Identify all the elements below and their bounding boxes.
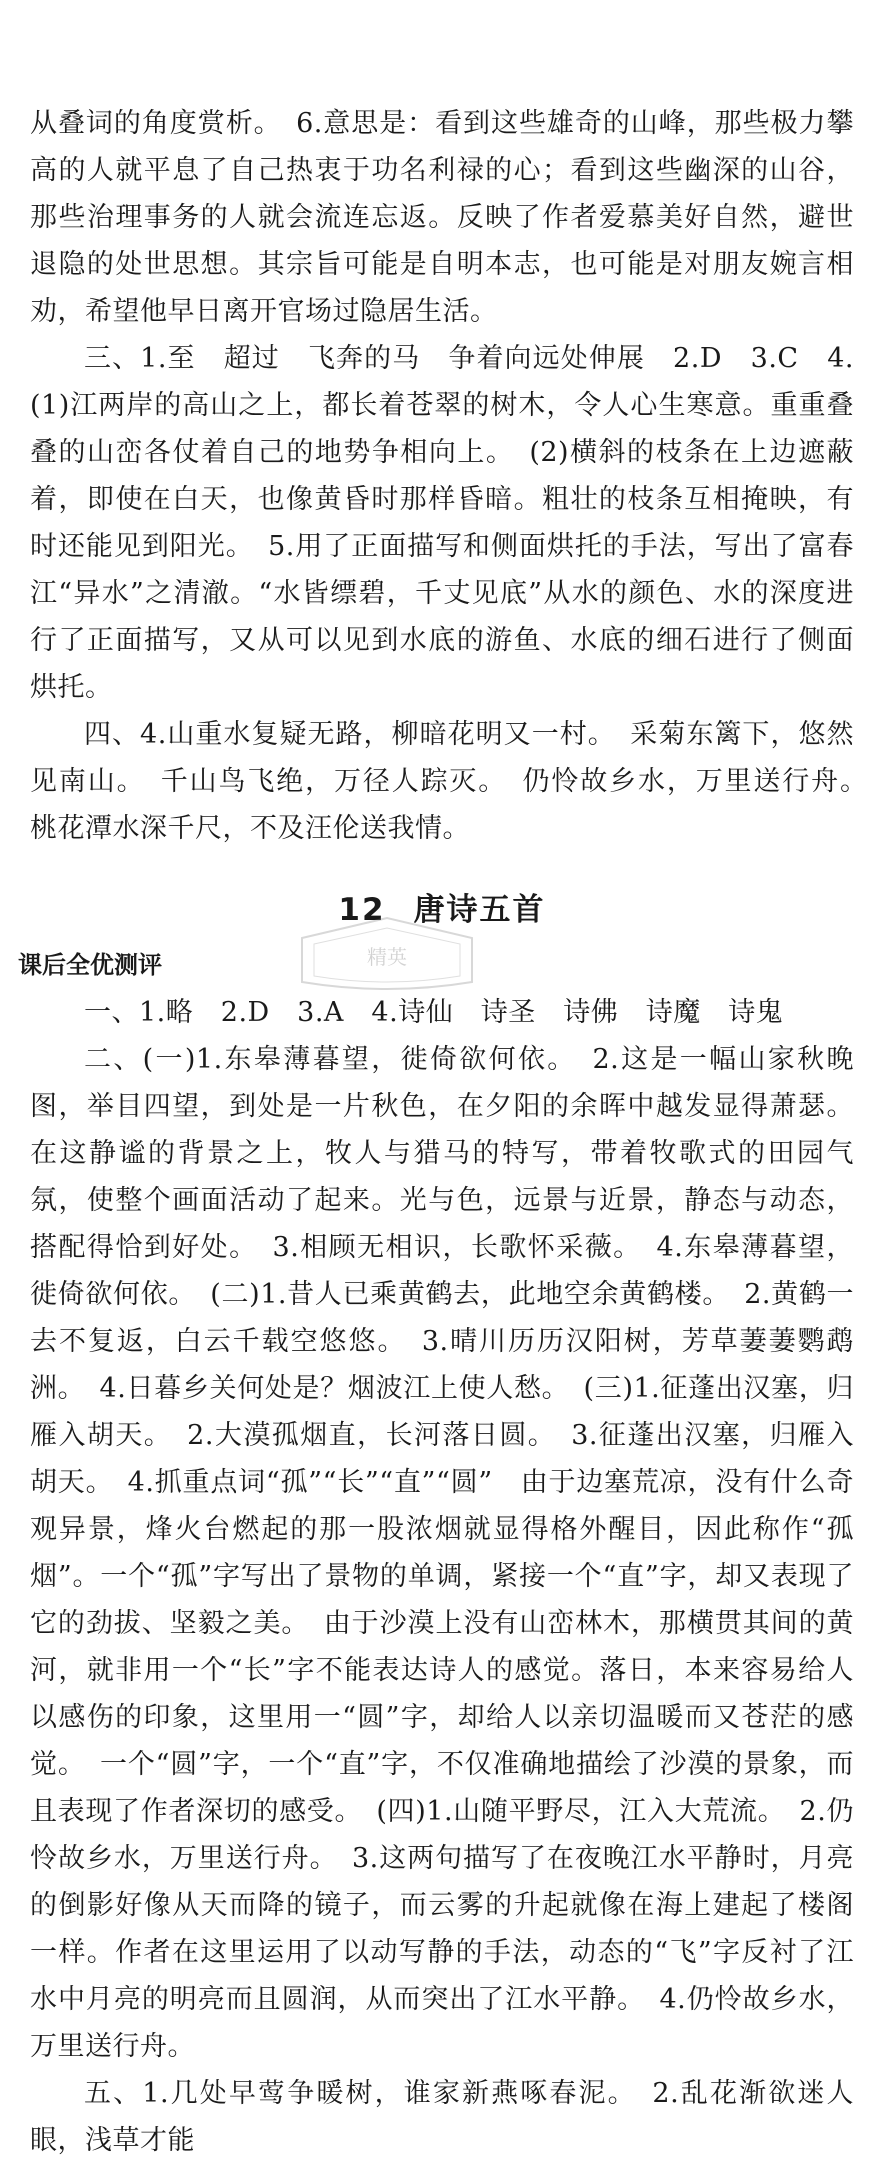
answer-paragraph: 三、1.至 超过 飞奔的马 争着向远处伸展 2.D 3.C 4.(1)江两岸的高山之上，都长着苍翠的树木，令人心生寒意。重重叠叠的山峦各仗着自己的地势争相向上。 (2)横斜的枝条在上边遮蔽着，即使在白天，也像黄昏时那样昏暗。粗壮的枝条互相掩映，有时还能见到阳光。 5.用了正面描写和侧面烘托的手法，写出了富春江“异水”之清澈。“水皆缥碧，千丈见底”从水的颜色、水的深度进行了正面描写，又从可以见到水底的游鱼、水底的细石进行了侧面烘托。 — [30, 343, 854, 703]
answer-paragraph: 从叠词的角度赏析。 6.意思是：看到这些雄奇的山峰，那些极力攀高的人就平息了自己热衷于功名利禄的心；看到这些幽深的山谷，那些治理事务的人就会流连忘返。反映了作者爱慕美好自然，避世退隐的处世思想。其宗旨可能是自明本志，也可能是对朋友婉言相劝，希望他早日离开官场过隐居生活。 — [30, 108, 854, 327]
answer-paragraph: 二、(一)1.东皋薄暮望，徙倚欲何依。 2.这是一幅山家秋晚图，举目四望，到处是一片秋色，在夕阳的余晖中越发显得萧瑟。在这静谧的背景之上，牧人与猎马的特写，带着牧歌式的田园气氛，使整个画面活动了起来。光与色，远景与近景，静态与动态，搭配得恰到好处。 3.相顾无相识，长歌怀采薇。 4.东皋薄暮望，徙倚欲何依。 (二)1.昔人已乘黄鹤去，此地空余黄鹤楼。 2.黄鹤一去不复返，白云千载空悠悠。 3.晴川历历汉阳树，芳草萋萋鹦鹉洲。 4.日暮乡关何处是？烟波江上使人愁。 (三)1.征蓬出汉塞，归雁入胡天。 2.大漠孤烟直，长河落日圆。 3.征蓬出汉塞，归雁入胡天。 4.抓重点词“孤”“长”“直”“圆” 由于边塞荒凉，没有什么奇观异景，烽火台燃起的那一股浓烟就显得格外醒目，因此称作“孤烟”。一个“孤”字写出了景物的单调，紧接一个“直”字，却又表现了它的劲拔、坚毅之美。 由于沙漠上没有山峦林木，那横贯其间的黄河，就非用一个“长”字不能表达诗人的感觉。落日，本来容易给人以感伤的印象，这里用一“圆”字，却给人以亲切温暖而又苍茫的感觉。 一个“圆”字，一个“直”字，不仅准确地描绘了沙漠的景象，而且表现了作者深切的感受。 (四)1.山随平野尽，江入大荒流。 2.仍怜故乡水，万里送行舟。 3.这两句描写了在夜晚江水平静时，月亮的倒影好像从天而降的镜子，而云雾的升起就像在海上建起了楼阁一样。作者在这里运用了以动写静的手法，动态的“飞”字反衬了江水中月亮的明亮而且圆润，从而突出了江水平静。 4.仍怜故乡水，万里送行舟。 — [30, 1044, 854, 2062]
section-number: 12 — [338, 892, 386, 928]
answer-paragraph: 五、1.几处早莺争暖树，谁家新燕啄春泥。 2.乱花渐欲迷人眼，浅草才能 — [30, 2078, 854, 2156]
subheading: 课后全优测评 — [18, 951, 162, 979]
answer-page — [18, 100, 882, 2164]
answer-paragraph: 一、1.略 2.D 3.A 4.诗仙 诗圣 诗佛 诗魔 诗鬼 — [84, 997, 784, 1028]
section-title — [30, 884, 854, 929]
answer-paragraph: 四、4.山重水复疑无路，柳暗花明又一村。 采菊东篱下，悠然见南山。 千山鸟飞绝，万径人踪灭。 仍怜故乡水，万里送行舟。 桃花潭水深千尺，不及汪伦送我情。 — [30, 719, 882, 844]
watermark-text: 精英 — [367, 945, 407, 969]
section-title-text: 唐诗五首 — [413, 892, 546, 928]
